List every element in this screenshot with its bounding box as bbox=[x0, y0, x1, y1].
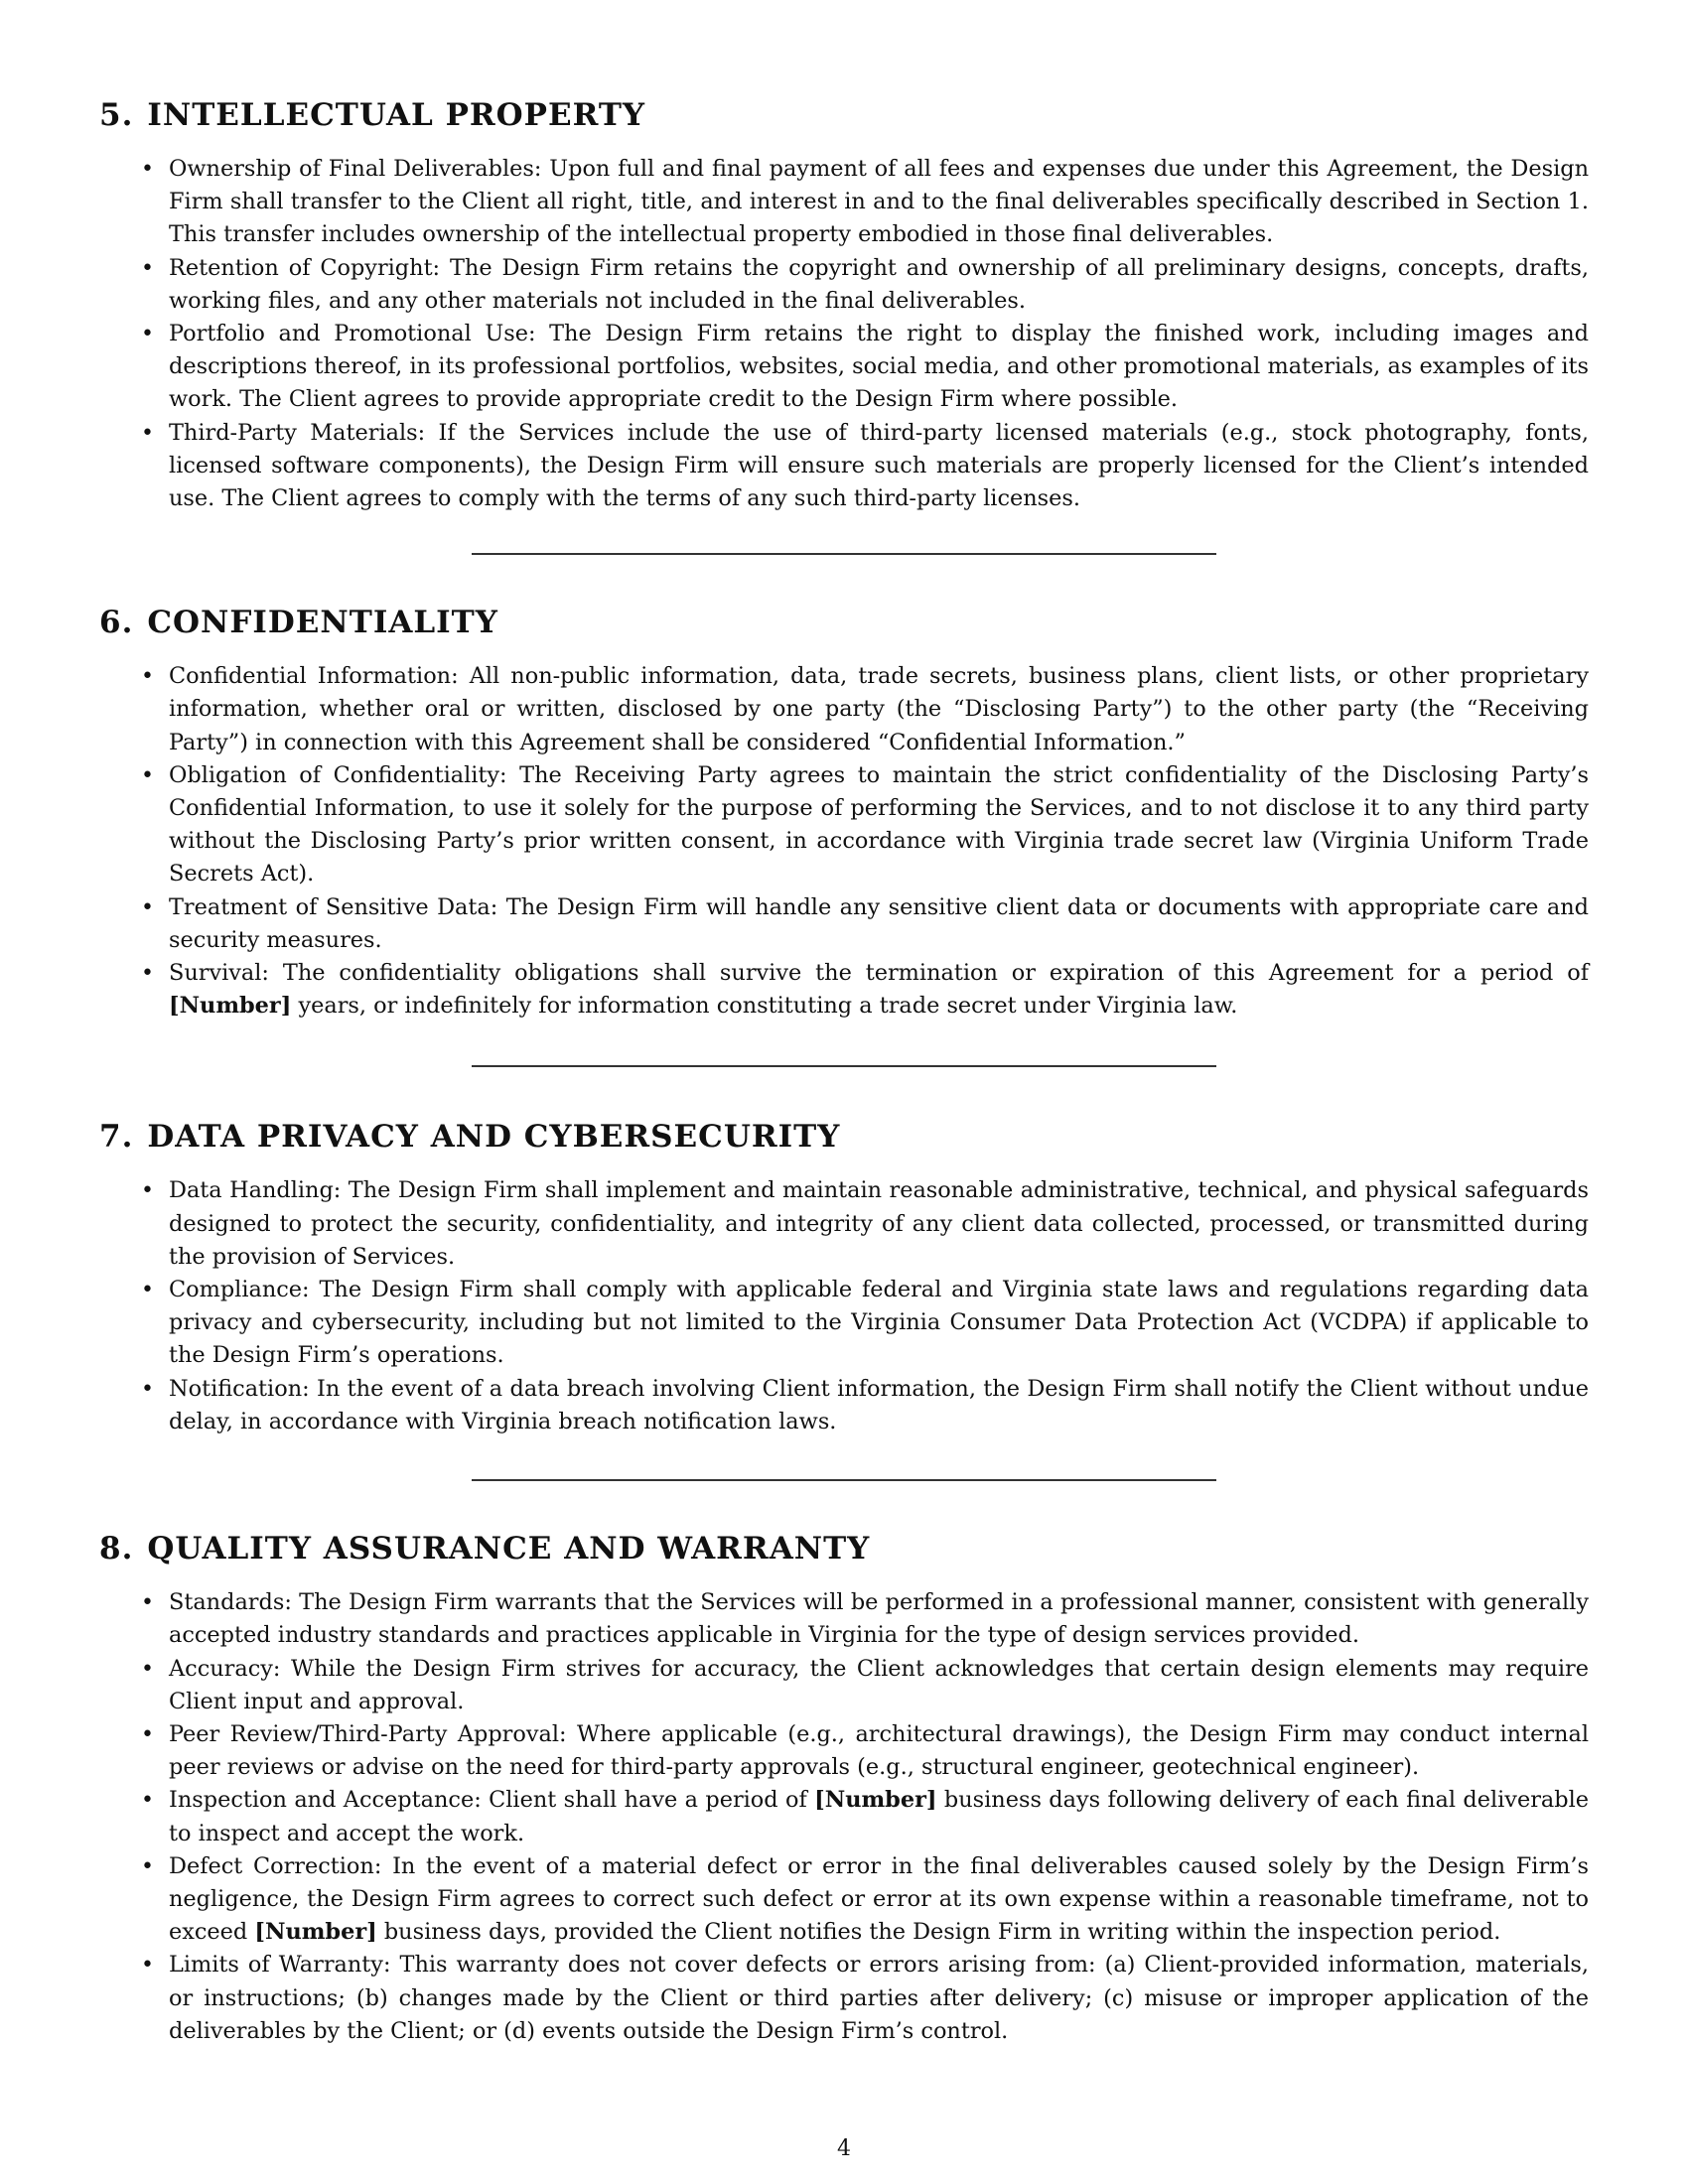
list-item bbox=[169, 1949, 1589, 2048]
list-item bbox=[169, 1718, 1589, 1784]
list-item bbox=[169, 891, 1589, 957]
item-text: business days, provided the Client notifies the Design Firm in writing within the inspection period. bbox=[383, 1919, 1501, 1946]
bullet-list bbox=[99, 660, 1589, 1023]
list-item bbox=[169, 153, 1589, 252]
section-title: QUALITY ASSURANCE AND WARRANTY bbox=[147, 1531, 871, 1568]
section-heading bbox=[99, 91, 1589, 139]
item-term: Ownership of Final Deliverables: bbox=[169, 156, 542, 182]
item-text: This warranty does not cover defects or errors arising from: (a) Client-provided information, materials, or instructions; (b) changes made by the Client or third parties after delivery; (c) misuse or improper application of the deliverables by the Client; or (d) events outside the Design Firm’s control. bbox=[169, 1952, 1589, 2044]
item-term: Inspection and Acceptance: bbox=[169, 1787, 482, 1814]
item-text: Client shall have a period of bbox=[489, 1787, 807, 1814]
item-term: Third-Party Materials: bbox=[169, 419, 426, 446]
list-item bbox=[169, 318, 1589, 417]
section-number: 5. bbox=[99, 97, 134, 133]
item-term: Defect Correction: bbox=[169, 1852, 382, 1879]
item-text: The Design Firm will handle any sensitive client data or documents with appropriate care and security measures. bbox=[169, 893, 1589, 953]
section-divider bbox=[472, 1479, 1216, 1481]
section-data-privacy bbox=[99, 1113, 1589, 1438]
item-term: Compliance: bbox=[169, 1277, 310, 1303]
item-text: While the Design Firm strives for accuracy, the Client acknowledges that certain design elements may require Client input and approval. bbox=[169, 1655, 1589, 1714]
list-item bbox=[169, 1784, 1589, 1849]
bullet-list bbox=[99, 1586, 1589, 2048]
section-intellectual-property bbox=[99, 91, 1589, 515]
number-placeholder: [Number] bbox=[169, 993, 292, 1020]
item-text: The Design Firm retains the copyright and ownership of all preliminary designs, concepts, drafts, working files, and any other materials not included in the final deliverables. bbox=[169, 254, 1589, 314]
item-term: Survival: bbox=[169, 960, 269, 987]
item-term: Confidential Information: bbox=[169, 663, 459, 690]
item-text: In the event of a data breach involving Client information, the Design Firm shall notify the Client without undue delay, in accordance with Virginia breach notification laws. bbox=[169, 1375, 1589, 1434]
section-number: 6. bbox=[99, 605, 134, 641]
item-text: If the Services include the use of third-party licensed materials (e.g., stock photography, fonts, licensed software components), the Design Firm will ensure such materials are properly licensed for the Client’s intended use. The Client agrees to comply with the terms of any such third-party licenses. bbox=[169, 419, 1589, 512]
section-heading bbox=[99, 1525, 1589, 1572]
list-item bbox=[169, 1274, 1589, 1373]
section-title: INTELLECTUAL PROPERTY bbox=[147, 97, 646, 133]
page-number: 4 bbox=[837, 2136, 851, 2161]
section-title: CONFIDENTIALITY bbox=[147, 605, 498, 641]
list-item bbox=[169, 252, 1589, 318]
item-text: In the event of a material defect or error in the final deliverables caused solely by the Design Firm’s negligence, the Design Firm agrees to correct such defect or error at its own expense within a reasonable timeframe, not to exceed bbox=[169, 1852, 1590, 1946]
section-number: 7. bbox=[99, 1119, 134, 1156]
section-heading bbox=[99, 599, 1589, 646]
section-confidentiality bbox=[99, 599, 1589, 1023]
list-item bbox=[169, 1653, 1589, 1718]
list-item bbox=[169, 660, 1589, 759]
item-term: Retention of Copyright: bbox=[169, 254, 441, 281]
section-title: DATA PRIVACY AND CYBERSECURITY bbox=[147, 1119, 841, 1156]
item-term: Portfolio and Promotional Use: bbox=[169, 321, 536, 347]
item-term: Peer Review/Third-Party Approval: bbox=[169, 1720, 567, 1747]
number-placeholder: [Number] bbox=[254, 1919, 377, 1946]
item-text: The Receiving Party agrees to maintain the strict confidentiality of the Disclosing Party’s Confidential Information, to use it solely for the purpose of performing the Services, and to not disclose it to any third party without the Disclosing Party’s prior written consent, in accordance with Virginia trade secret law (Virginia Uniform Trade Secrets Act). bbox=[169, 761, 1589, 887]
item-term: Accuracy: bbox=[169, 1655, 281, 1682]
section-heading bbox=[99, 1113, 1589, 1160]
section-divider bbox=[472, 1065, 1216, 1067]
bullet-list bbox=[99, 153, 1589, 515]
list-item bbox=[169, 1850, 1589, 1950]
number-placeholder: [Number] bbox=[814, 1787, 937, 1814]
item-text: All non-public information, data, trade secrets, business plans, client lists, or other proprietary information, whether oral or written, disclosed by one party (the “Disclosing Party”) to the other party (the “Receiving Party”) in connection with this Agreement shall be considered “Confidential Information.” bbox=[169, 663, 1589, 755]
item-text: business days following delivery of each final deliverable to inspect and accept the work. bbox=[169, 1787, 1590, 1846]
list-item bbox=[169, 957, 1589, 1023]
section-number: 8. bbox=[99, 1531, 134, 1568]
item-text: The Design Firm warrants that the Services will be performed in a professional manner, consistent with generally accepted industry standards and practices applicable in Virginia for the type of design services provided. bbox=[169, 1589, 1589, 1649]
list-item bbox=[169, 1586, 1589, 1652]
item-text: The confidentiality obligations shall survive the termination or expiration of this Agreement for a period of bbox=[282, 960, 1589, 987]
section-quality-assurance bbox=[99, 1525, 1589, 2048]
item-text: Upon full and final payment of all fees and expenses due under this Agreement, the Design Firm shall transfer to the Client all right, title, and interest in and to the final deliverables specifically described in Section 1. This transfer includes ownership of the intellectual property embodied in those final deliverables. bbox=[169, 156, 1590, 248]
item-text: The Design Firm shall comply with applicable federal and Virginia state laws and regulations regarding data privacy and cybersecurity, including but not limited to the Virginia Consumer Data Protection Act (VCDPA) if applicable to the Design Firm’s operations. bbox=[169, 1277, 1589, 1369]
list-item bbox=[169, 417, 1589, 516]
item-text: Where applicable (e.g., architectural drawings), the Design Firm may conduct internal peer reviews or advise on the need for third-party approvals (e.g., structural engineer, geotechnical engineer). bbox=[169, 1720, 1589, 1781]
item-text: years, or indefinitely for information constituting a trade secret under Virginia law. bbox=[298, 993, 1238, 1020]
item-term: Obligation of Confidentiality: bbox=[169, 761, 507, 788]
item-term: Treatment of Sensitive Data: bbox=[169, 893, 498, 920]
item-text: The Design Firm shall implement and maintain reasonable administrative, technical, and physical safeguards designed to protect the security, confidentiality, and integrity of any client data collected, processed, or transmitted during the provision of Services. bbox=[169, 1177, 1590, 1270]
item-term: Standards: bbox=[169, 1589, 292, 1616]
list-item bbox=[169, 1174, 1589, 1274]
item-text: The Design Firm retains the right to display the finished work, including images and descriptions thereof, in its professional portfolios, websites, social media, and other promotional materials, as examples of its work. The Client agrees to provide appropriate credit to the Design Firm where possible. bbox=[169, 321, 1589, 413]
section-divider bbox=[472, 553, 1216, 555]
document-page bbox=[99, 91, 1589, 2048]
item-term: Data Handling: bbox=[169, 1177, 342, 1204]
list-item bbox=[169, 1373, 1589, 1438]
bullet-list bbox=[99, 1174, 1589, 1438]
item-term: Limits of Warranty: bbox=[169, 1952, 391, 1979]
list-item bbox=[169, 759, 1589, 891]
item-term: Notification: bbox=[169, 1375, 310, 1402]
